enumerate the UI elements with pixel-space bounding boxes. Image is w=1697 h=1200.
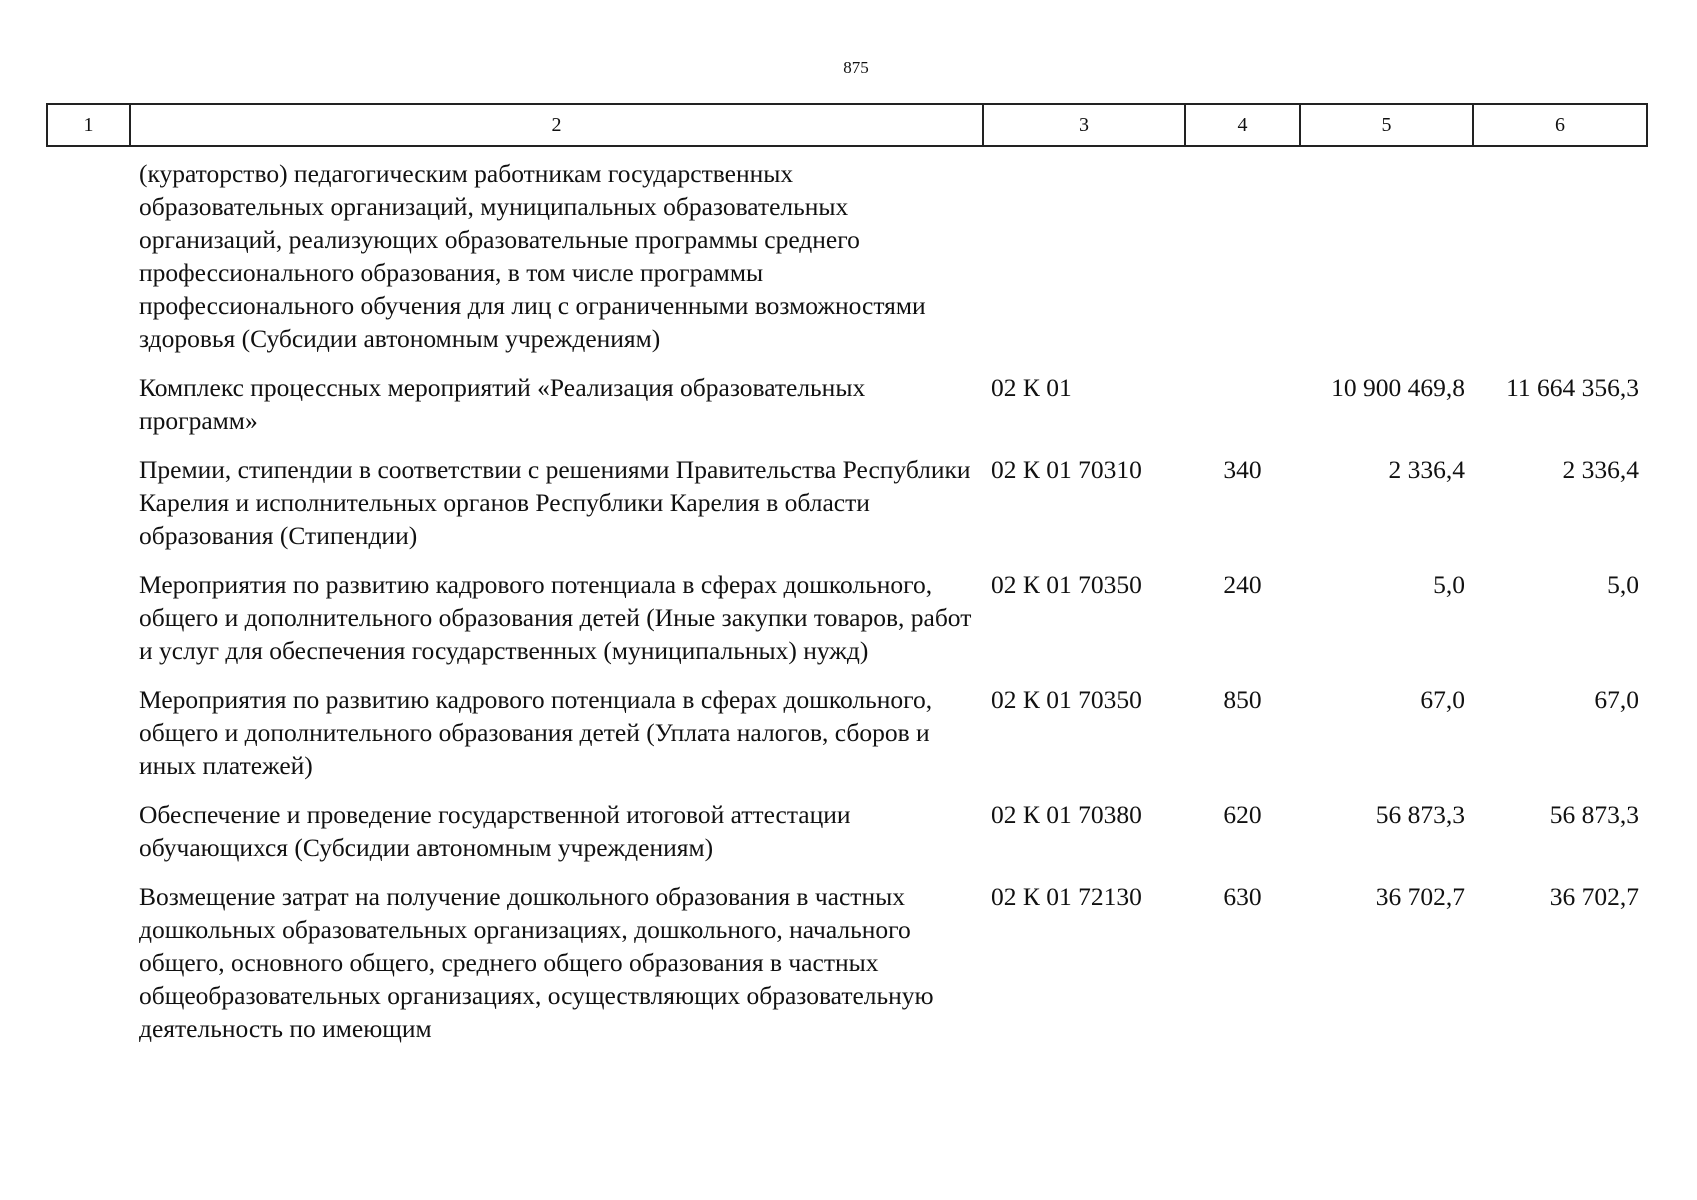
row-name: Премии, стипендии в соответствии с решениями Правительства Республики Карелия и исполнительных органов Республики Карелия в области образования (Стипендии) (139, 455, 971, 550)
row-code: 02 К 01 70350 (991, 570, 1142, 599)
row-value-6: 36 702,7 (1549, 882, 1639, 911)
header-row (47, 104, 1647, 146)
row-value-5: 2 336,4 (1388, 455, 1465, 484)
row-name: Возмещение затрат на получение дошкольного образования в частных дошкольных образовательных организациях, дошкольного, начального общего, основного общего, среднего общего образования в частных общеобразовательных организациях, осуществляющих образовательную деятельность по имеющим (139, 882, 934, 1043)
row-type (1185, 146, 1300, 371)
row-name: Обеспечение и проведение государственной итоговой аттестации обучающихся (Субсидии автономным учреждениям) (139, 800, 851, 862)
header-col-2: 2 (130, 104, 983, 146)
table-row (47, 880, 1647, 1061)
row-value-5: 67,0 (1420, 685, 1465, 714)
table-row (47, 453, 1647, 568)
table-row (47, 146, 1647, 371)
table-row (47, 798, 1647, 880)
row-value-5: 36 702,7 (1375, 882, 1465, 911)
table-row (47, 683, 1647, 798)
header-col-5: 5 (1300, 104, 1473, 146)
row-code (983, 146, 1185, 371)
row-value-5 (1300, 146, 1473, 371)
row-value-6: 2 336,4 (1562, 455, 1639, 484)
header-col-3: 3 (983, 104, 1185, 146)
row-value-5: 5,0 (1433, 570, 1465, 599)
row-code: 02 К 01 72130 (991, 882, 1142, 911)
row-code: 02 К 01 (991, 373, 1072, 402)
row-type: 240 (1223, 570, 1262, 599)
row-value-6: 5,0 (1607, 570, 1639, 599)
row-type (1185, 371, 1300, 453)
budget-table (46, 103, 1648, 1061)
row-code: 02 К 01 70310 (991, 455, 1142, 484)
row-name: (кураторство) педагогическим работникам государственных образовательных организаций, муниципальных образовательных организаций, реализующих образовательные программы среднего профессионального образования, в том числе программы профессионального обучения для лиц с ограниченными возможностями здоровья (Субсидии автономным учреждениям) (139, 159, 926, 353)
row-type: 850 (1223, 685, 1262, 714)
row-value-6: 67,0 (1594, 685, 1639, 714)
header-col-6: 6 (1473, 104, 1647, 146)
row-value-5: 56 873,3 (1375, 800, 1465, 829)
row-name: Мероприятия по развитию кадрового потенциала в сферах дошкольного, общего и дополнительного образования детей (Иные закупки товаров, работ и услуг для обеспечения государственных (муниципальных) нужд) (139, 570, 972, 665)
table-row (47, 568, 1647, 683)
row-type: 340 (1223, 455, 1262, 484)
table-header (47, 104, 1647, 146)
page-number: 875 (843, 58, 869, 77)
table-body (47, 146, 1647, 1061)
row-name: Мероприятия по развитию кадрового потенциала в сферах дошкольного, общего и дополнительного образования детей (Уплата налогов, сборов и иных платежей) (139, 685, 933, 780)
row-value-6: 56 873,3 (1549, 800, 1639, 829)
row-code: 02 К 01 70380 (991, 800, 1142, 829)
row-name: Комплекс процессных мероприятий «Реализация образовательных программ» (139, 373, 866, 435)
row-type: 630 (1223, 882, 1262, 911)
row-value-6: 11 664 356,3 (1506, 373, 1639, 402)
row-value-5: 10 900 469,8 (1331, 373, 1465, 402)
row-code: 02 К 01 70350 (991, 685, 1142, 714)
table-row (47, 371, 1647, 453)
header-col-4: 4 (1185, 104, 1300, 146)
header-col-1: 1 (47, 104, 130, 146)
row-value-6 (1473, 146, 1647, 371)
row-type: 620 (1223, 800, 1262, 829)
